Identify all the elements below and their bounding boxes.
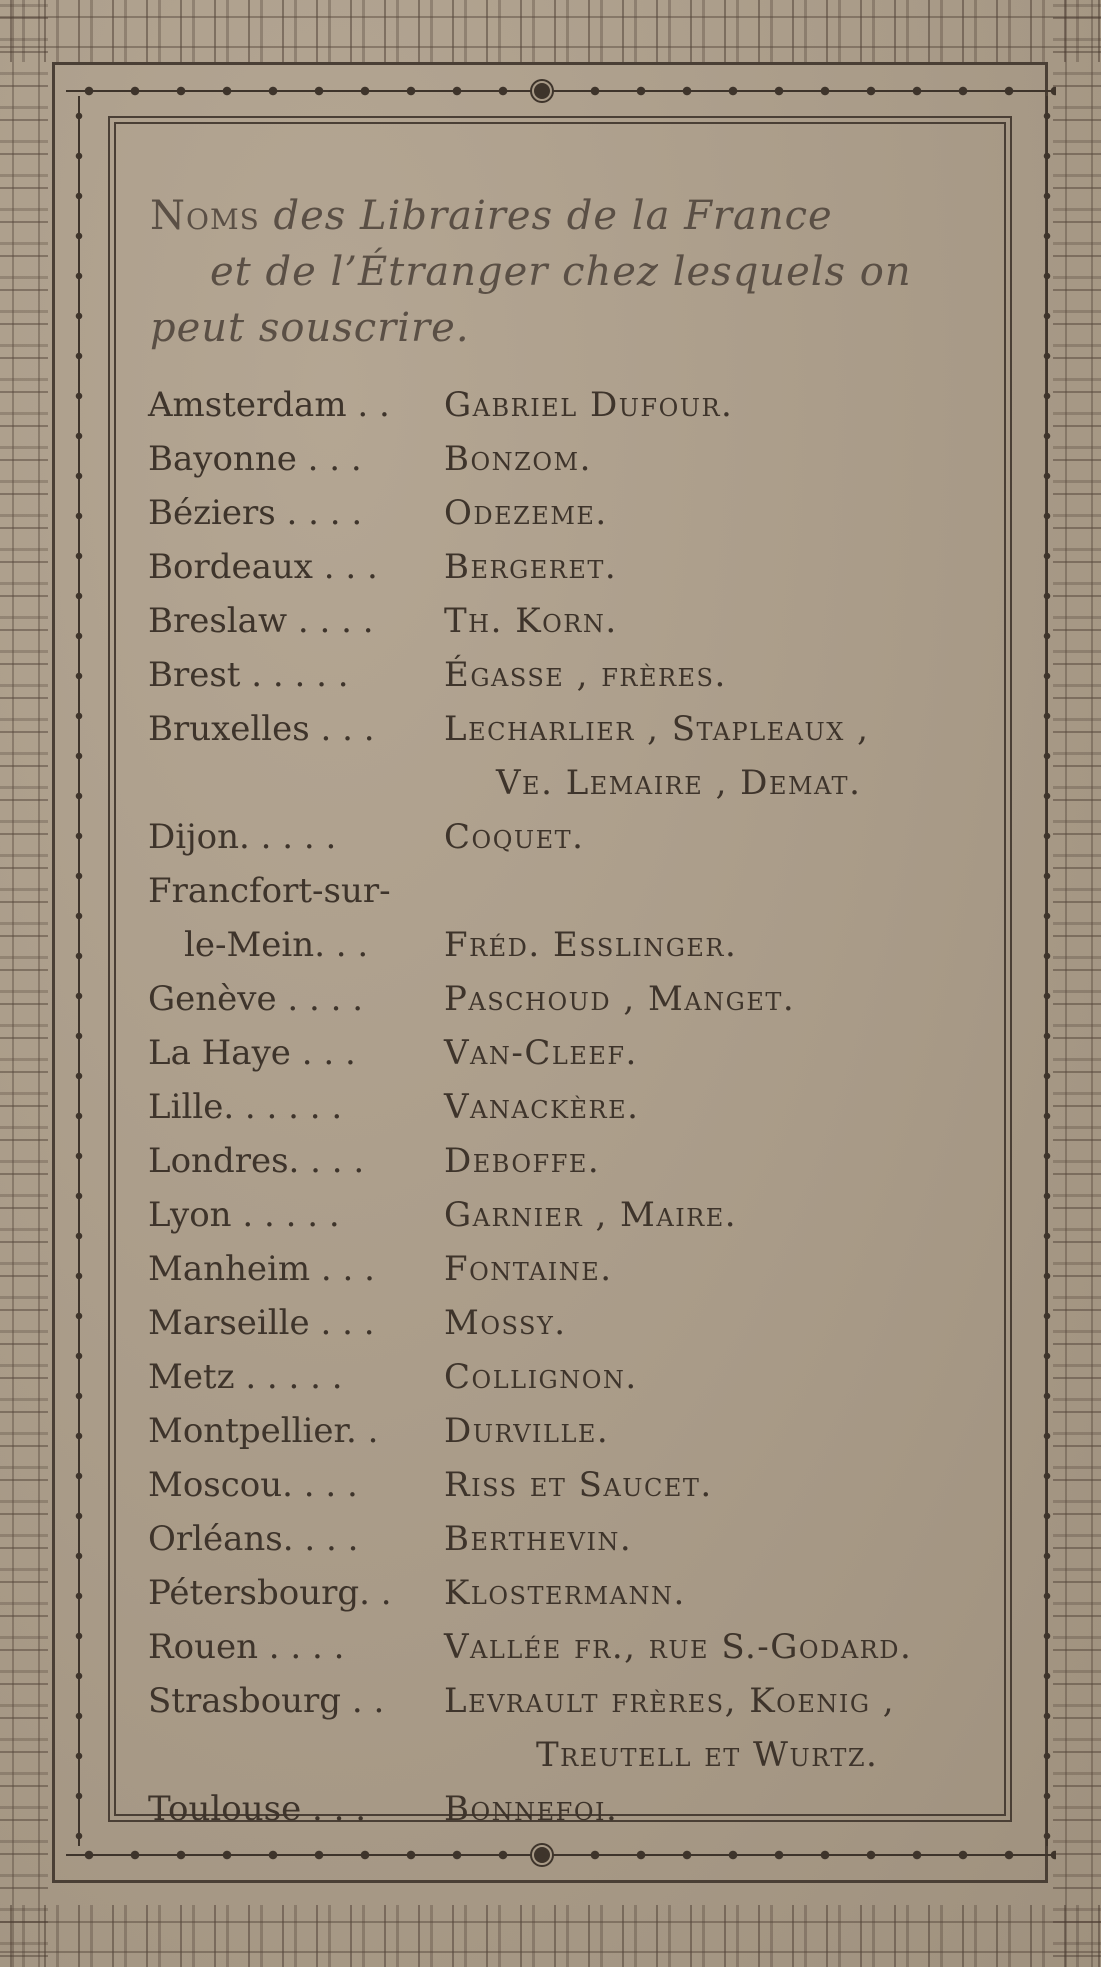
left-beaded-rule (74, 96, 84, 1846)
city-name: Orléans. . . . (148, 1519, 359, 1559)
city-name: Genève . . . . (148, 979, 364, 1019)
bookseller-name-continued: Treutell et Wurtz. (536, 1735, 879, 1775)
list-item (148, 1782, 1008, 1836)
city-name: La Haye . . . (148, 1033, 356, 1073)
list-item (148, 972, 1008, 1026)
bookseller-name: Mossy. (444, 1303, 567, 1343)
top-rosette-ornament (532, 81, 552, 101)
list-item (148, 1080, 1008, 1134)
list-item-continuation (148, 756, 1008, 810)
bookseller-name: Paschoud , Manget. (444, 979, 796, 1019)
bookseller-name: Berthevin. (444, 1519, 633, 1559)
bookseller-name: Fréd. Esslinger. (444, 925, 738, 965)
bottom-beaded-rule (66, 1850, 1056, 1860)
bookseller-name: Levrault frères, Koenig , (444, 1681, 896, 1721)
bookseller-name: Collignon. (444, 1357, 638, 1397)
list-item (148, 648, 1008, 702)
city-name: Bordeaux . . . (148, 547, 378, 587)
bookseller-name: Bergeret. (444, 547, 618, 587)
list-item (148, 702, 1008, 756)
city-name: Lille. . . . . . (148, 1087, 343, 1127)
list-item (148, 1674, 1008, 1728)
bookseller-name: Klostermann. (444, 1573, 686, 1613)
left-ornamental-border (0, 0, 48, 1967)
city-name: Bayonne . . . (148, 439, 362, 479)
city-name: Dijon. . . . . (148, 817, 337, 857)
city-name-first-line: Francfort-sur- (148, 871, 391, 911)
list-item (148, 594, 1008, 648)
heading-line-3: peut souscrire. (150, 305, 470, 351)
top-ornamental-border (0, 0, 1101, 62)
list-item (148, 1512, 1008, 1566)
heading-line-2: et de l’Étranger chez lesquels on (210, 249, 912, 295)
list-item (148, 1134, 1008, 1188)
city-name: Marseille . . . (148, 1303, 375, 1343)
city-name: Toulouse . . . (148, 1789, 367, 1829)
bottom-rosette-ornament (532, 1845, 552, 1865)
bookseller-list (148, 378, 1008, 1836)
bookseller-name: Durville. (444, 1411, 610, 1451)
city-name: Breslaw . . . . (148, 601, 374, 641)
city-name: Londres. . . . (148, 1141, 365, 1181)
city-name: Pétersbourg. . (148, 1573, 392, 1613)
list-item-city-line (148, 864, 1008, 918)
city-name: Béziers . . . . (148, 493, 363, 533)
list-item (148, 918, 1008, 972)
list-item-continuation (148, 1728, 1008, 1782)
city-name: Rouen . . . . (148, 1627, 345, 1667)
bookseller-name: Vallée fr., rue S.-Godard. (444, 1627, 913, 1667)
city-name: Lyon . . . . . (148, 1195, 340, 1235)
list-item (148, 1404, 1008, 1458)
top-beaded-rule (66, 86, 1056, 96)
list-item (148, 1296, 1008, 1350)
city-name: Moscou. . . . (148, 1465, 358, 1505)
list-item (148, 378, 1008, 432)
heading-line-1: des Libraires de la France (259, 193, 833, 239)
list-item (148, 810, 1008, 864)
bookseller-name-continued: Ve. Lemaire , Demat. (496, 763, 862, 803)
bookseller-name: Bonzom. (444, 439, 592, 479)
list-item (148, 1188, 1008, 1242)
bookseller-name: Odezeme. (444, 493, 608, 533)
bookseller-name: Vanackère. (444, 1087, 640, 1127)
right-ornamental-border (1053, 0, 1101, 1967)
list-item (148, 432, 1008, 486)
bookseller-name: Gabriel Dufour. (444, 385, 734, 425)
list-item (148, 1242, 1008, 1296)
city-name: Brest . . . . . (148, 655, 349, 695)
city-name: Montpellier. . (148, 1411, 379, 1451)
bookseller-name: Van-Cleef. (444, 1033, 638, 1073)
city-name: Amsterdam . . (148, 385, 390, 425)
city-name: Strasbourg . . (148, 1681, 385, 1721)
bookseller-name: Th. Korn. (444, 601, 618, 641)
city-name: le-Mein. . . (184, 925, 369, 965)
city-name: Bruxelles . . . (148, 709, 375, 749)
city-name: Manheim . . . (148, 1249, 375, 1289)
bookseller-name: Lecharlier , Stapleaux , (444, 709, 870, 749)
list-item (148, 1026, 1008, 1080)
heading-caps-word: Noms (150, 193, 260, 239)
list-item (148, 1620, 1008, 1674)
bookseller-name: Garnier , Maire. (444, 1195, 738, 1235)
list-item (148, 1350, 1008, 1404)
page-heading (150, 188, 980, 356)
list-item (148, 1458, 1008, 1512)
list-item (148, 540, 1008, 594)
bookseller-name: Égasse , frères. (444, 655, 727, 695)
list-item (148, 486, 1008, 540)
bookseller-name: Riss et Saucet. (444, 1465, 713, 1505)
list-item (148, 1566, 1008, 1620)
bookseller-name: Fontaine. (444, 1249, 613, 1289)
bottom-ornamental-border (0, 1905, 1101, 1967)
bookseller-name: Bonnefoi. (444, 1789, 619, 1829)
bookseller-name: Deboffe. (444, 1141, 601, 1181)
city-name: Metz . . . . . (148, 1357, 343, 1397)
right-beaded-rule (1042, 96, 1052, 1846)
bookseller-name: Coquet. (444, 817, 585, 857)
